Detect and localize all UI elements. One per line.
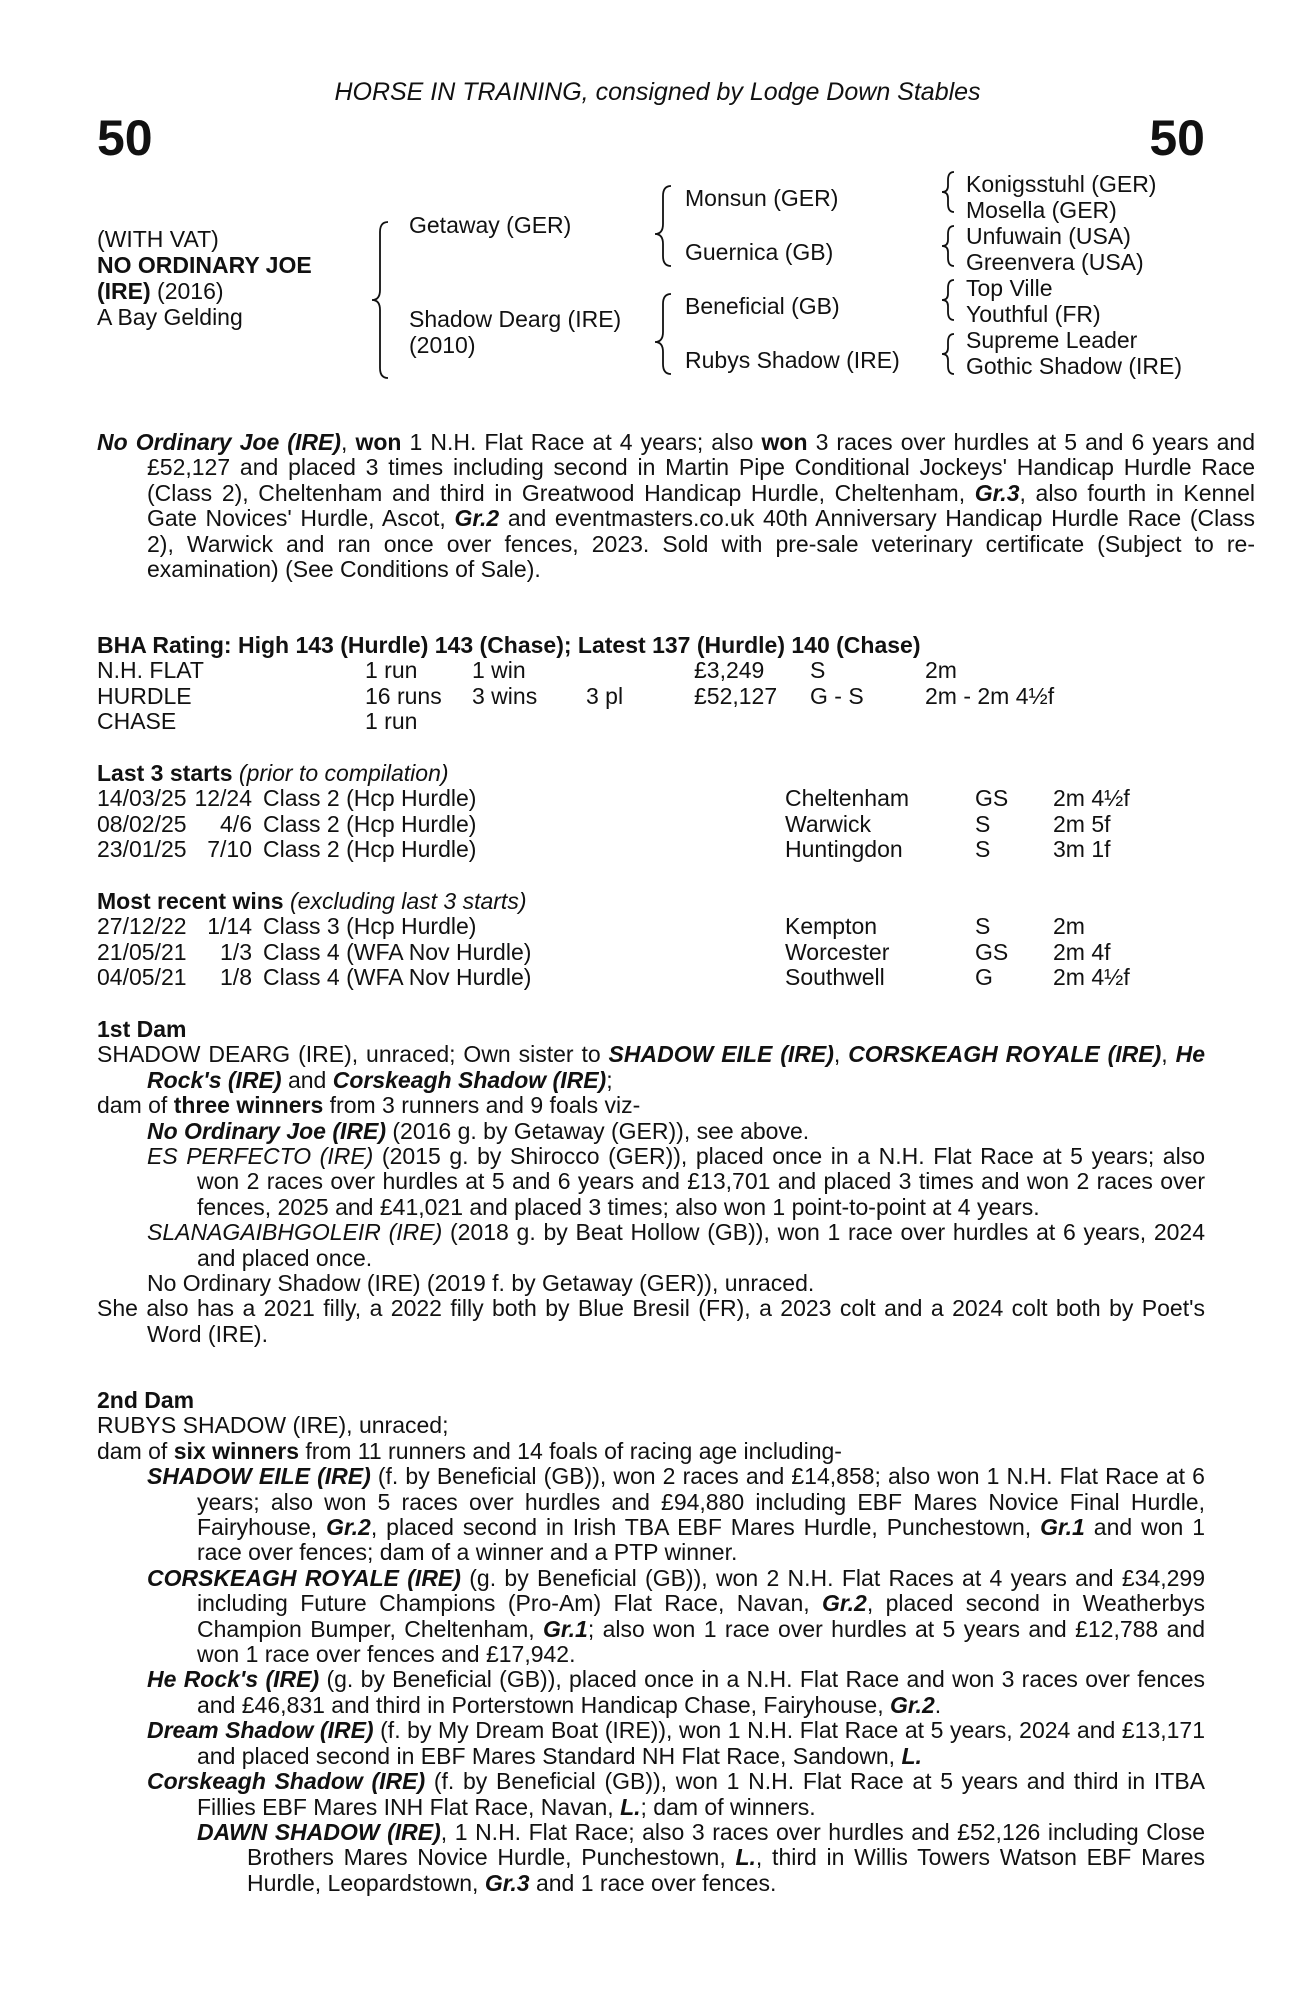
dam-text: , — [1161, 1041, 1176, 1068]
foaling-year: (2016) — [150, 278, 224, 304]
progeny-text: (f. by Beneficial (GB)), won 1 N.H. Flat Race at 5 years and third in ITBA Fillies EBF Mares INH Flat Race, Navan, — [197, 1768, 1206, 1820]
bha-rating-heading: BHA Rating: High 143 (Hurdle) 143 (Chase); Latest 137 (Hurdle) 140 (Chase) — [97, 632, 921, 658]
horse-name: NO ORDINARY JOE — [97, 252, 312, 278]
start-going: GS — [975, 785, 1009, 812]
table-row — [97, 940, 1130, 965]
progeny-text: (f. by My Dream Boat (IRE)), won 1 N.H. Flat Race at 5 years, 2024 and £13,171 and placed second in EBF Mares Standard NH Flat Race, Sandown, — [197, 1717, 1205, 1769]
first-dam-section — [97, 1017, 1205, 1347]
rating-going: G - S — [810, 682, 864, 709]
start-class: Class 2 (Hcp Hurdle) — [263, 810, 477, 837]
first-dam-summary — [97, 1093, 1205, 1118]
progeny-text: ; dam of winners. — [640, 1793, 816, 1820]
win-position: 1/3 — [220, 938, 252, 965]
start-position: 4/6 — [220, 810, 252, 837]
rating-placed — [586, 709, 694, 734]
grade-label: Gr.2 — [454, 505, 500, 532]
produce-entry: No Ordinary Shadow (IRE) (2019 f. by Getaway (GER)), unraced. — [147, 1270, 815, 1297]
rating-prize: £52,127 — [694, 682, 778, 709]
dam-text: SHADOW DEARG (IRE), unraced; Own sister to — [97, 1041, 609, 1068]
produce-text: (2015 g. by Shirocco (GER)), placed once in a N.H. Flat Race at 5 years; also won 2 races over hurdles at 5 and 6 years and £13,701 and placed 3 times and won 2 races over fences, 2025 and £41,021 and placed 3 times; also won 1 point-to-point at 4 years. — [197, 1143, 1205, 1220]
progeny-text: ; also won 1 race over hurdles at 5 years and £12,788 and won 1 race over fences and £17,942. — [197, 1615, 1205, 1668]
progeny-name: Corskeagh Shadow (IRE) — [147, 1768, 426, 1795]
win-date: 21/05/21 — [97, 938, 187, 965]
bha-rating-section — [97, 633, 1205, 735]
pedigree-sds: Unfuwain (USA) — [966, 223, 1131, 249]
progeny-entry — [97, 1820, 1205, 1896]
pedigree-dam-sire: Beneficial (GB) — [685, 293, 840, 319]
grade-label: Gr.1 — [543, 1615, 588, 1642]
start-distance: 2m 4½f — [1053, 785, 1130, 812]
dam-text: from 11 runners and 14 foals of racing age including- — [299, 1437, 842, 1464]
sibling-name: CORSKEAGH ROYALE (IRE) — [848, 1041, 1162, 1068]
rating-prize: £3,249 — [694, 657, 765, 684]
winners-count: three winners — [173, 1092, 324, 1119]
progeny-entry — [97, 1769, 1205, 1820]
table-row — [97, 914, 1130, 939]
table-row — [97, 684, 1054, 709]
lot-number-right: 50 — [1149, 110, 1205, 166]
grade-label: L. — [735, 1844, 756, 1871]
pedigree-dam-name: Shadow Dearg (IRE) — [409, 306, 622, 332]
table-row — [97, 709, 1054, 734]
pedigree-sire: Getaway (GER) — [409, 212, 572, 238]
sibling-name: Corskeagh Shadow (IRE) — [332, 1066, 607, 1093]
win-class: Class 4 (WFA Nov Hurdle) — [263, 938, 532, 965]
grade-label: Gr.2 — [889, 1691, 935, 1718]
win-position: 1/14 — [207, 913, 252, 940]
table-row — [97, 812, 1130, 837]
start-class: Class 2 (Hcp Hurdle) — [263, 836, 477, 863]
first-dam-also: She also has a 2021 filly, a 2022 filly both by Blue Bresil (FR), a 2023 colt and a 2024 colt both by Poet's Word (IRE). — [97, 1295, 1205, 1347]
rating-placed: 3 pl — [586, 682, 624, 709]
summary-won: won — [355, 429, 402, 455]
progeny-name: SHADOW EILE (IRE) — [147, 1463, 371, 1490]
win-going: GS — [975, 938, 1009, 965]
progeny-text: , third in Willis Towers Watson EBF Mares Hurdle, Leopardstown, — [247, 1844, 1205, 1896]
rating-distance: 2m — [925, 657, 957, 684]
pedigree-sdd: Greenvera (USA) — [966, 249, 1144, 275]
second-dam-intro: RUBYS SHADOW (IRE), unraced; — [97, 1412, 449, 1439]
pedigree-sss: Konigsstuhl (GER) — [966, 171, 1157, 197]
win-course: Worcester — [785, 938, 890, 965]
dam-text: from 3 runners and 9 foals viz- — [323, 1092, 641, 1119]
rating-distance — [925, 709, 1054, 734]
progeny-text: and won 1 race over fences; dam of a winner and a PTP winner. — [197, 1514, 1205, 1566]
table-row — [97, 658, 1054, 683]
progeny-entry — [97, 1464, 1205, 1566]
recent-heading: Most recent wins — [97, 888, 284, 914]
pedigree-dam — [409, 306, 621, 358]
produce-name: ES PERFECTO (IRE) — [147, 1143, 374, 1170]
table-row — [97, 965, 1130, 990]
start-date: 08/02/25 — [97, 810, 187, 837]
progeny-name: He Rock's (IRE) — [147, 1666, 320, 1693]
rating-wins — [472, 709, 586, 734]
consignment-header: HORSE IN TRAINING, consigned by Lodge Down Stables — [334, 78, 981, 106]
start-course: Cheltenham — [785, 785, 910, 812]
rating-prize — [694, 709, 810, 734]
pedigree-dam-year: (2010) — [409, 332, 476, 358]
start-course: Huntingdon — [785, 836, 903, 863]
progeny-text: (g. by Beneficial (GB)), won 2 N.H. Flat Races at 4 years and £34,299 including Future Champions (Pro-Am) Flat Race, Navan, — [197, 1564, 1205, 1617]
win-date: 04/05/21 — [97, 964, 187, 991]
rating-runs: 1 run — [365, 708, 418, 735]
progeny-name: Dream Shadow (IRE) — [147, 1717, 374, 1744]
progeny-text: (g. by Beneficial (GB)), placed once in a N.H. Flat Race and won 3 races over fences and £46,831 and third in Porterstown Handicap Chase, Fairyhouse, — [197, 1666, 1206, 1718]
rating-wins: 3 wins — [472, 682, 538, 709]
progeny-name: DAWN SHADOW (IRE) — [197, 1818, 441, 1845]
second-dam-section — [97, 1388, 1205, 1896]
start-going: S — [975, 836, 991, 863]
rating-distance: 2m - 2m 4½f — [925, 682, 1055, 709]
win-going: G — [975, 964, 993, 991]
summary-text: and eventmasters.co.uk 40th Anniversary Handicap Hurdle Race (Class 2), Warwick and ran once over fences, 2023. Sold with pre-sale veterinary certificate (Subject to re-examination) (See Conditions of Sale). — [147, 505, 1255, 583]
start-class: Class 2 (Hcp Hurdle) — [263, 785, 477, 812]
rating-wins: 1 win — [472, 657, 526, 684]
grade-label: Gr.1 — [1040, 1514, 1085, 1541]
grade-label: L. — [901, 1742, 922, 1769]
win-distance: 2m — [1053, 913, 1085, 940]
table-row — [97, 786, 1130, 811]
progeny-text: , 1 N.H. Flat Race; also 3 races over hurdles and £52,126 including Close Brothers Mares Novice Hurdle, Punchestown, — [247, 1818, 1205, 1871]
rating-placed — [586, 658, 694, 683]
race-summary: No Ordinary Joe (IRE), won 1 N.H. Flat Race at 4 years; also won 3 races over hurdles at 5 and 6 years and £52,127 and placed 3 times including second in Martin Pipe Conditional Jockeys' Handicap Hurdle Race (Class 2), Cheltenham and third in Greatwood Handicap Hurdle, Cheltenham, Gr.3, also fourth in Kennel Gate Novices' Hurdle, Ascot, Gr.2 and eventmasters.co.uk 40th Anniversary Handicap Hurdle Race (Class 2), Warwick and ran once over fences, 2023. Sold with pre-sale veterinary certificate (Subject to re-examination) (See Conditions of Sale). — [97, 429, 1256, 583]
win-going: S — [975, 913, 991, 940]
lot-number-left: 50 — [97, 110, 153, 166]
progeny-text: (f. by Beneficial (GB)), won 2 races and £14,858; also won 1 N.H. Flat Race at 6 years; also won 5 races over hurdles and £94,880 including EBF Mares Novice Final Hurdle, Fairyhouse, — [197, 1463, 1205, 1541]
start-going: S — [975, 810, 991, 837]
recent-note: (excluding last 3 starts) — [283, 888, 527, 914]
winners-count: six winners — [173, 1437, 299, 1464]
progeny-text: , placed second in Irish TBA EBF Mares Hurdle, Punchestown, — [370, 1514, 1041, 1541]
pedigree-dss: Top Ville — [966, 275, 1053, 301]
horse-name-suffix: (IRE) — [97, 278, 151, 304]
recent-table — [97, 914, 1130, 990]
last3-note: (prior to compilation) — [232, 760, 449, 786]
rating-type: CHASE — [97, 708, 177, 735]
pedigree-gen4 — [966, 171, 1182, 379]
summary-horse-name: No Ordinary Joe (IRE) — [97, 429, 341, 455]
summary-won: won — [761, 429, 808, 455]
dam-text: , — [833, 1041, 849, 1068]
produce-name: No Ordinary Joe (IRE) — [147, 1117, 386, 1144]
rating-runs: 16 runs — [365, 682, 442, 709]
produce-text: (2018 g. by Beat Hollow (GB)), won 1 race over hurdles at 6 years, 2024 and placed once. — [197, 1219, 1205, 1271]
first-dam-heading: 1st Dam — [97, 1016, 187, 1042]
start-date: 23/01/25 — [97, 836, 187, 863]
pedigree-sire-sire: Monsun (GER) — [685, 185, 839, 211]
produce-entry — [97, 1119, 1205, 1144]
dam-text: ; — [606, 1066, 613, 1093]
start-position: 12/24 — [194, 785, 252, 812]
win-position: 1/8 — [220, 964, 252, 991]
last3-table — [97, 786, 1130, 862]
rating-type: N.H. FLAT — [97, 657, 204, 684]
produce-text: (2016 g. by Getaway (GER)), see above. — [385, 1117, 810, 1144]
win-date: 27/12/22 — [97, 913, 187, 940]
second-dam-summary — [97, 1439, 1205, 1464]
last3-heading: Last 3 starts — [97, 760, 233, 786]
progeny-text: and 1 race over fences. — [529, 1869, 777, 1896]
progeny-name: CORSKEAGH ROYALE (IRE) — [147, 1564, 461, 1591]
pedigree-sire-dam: Guernica (GB) — [685, 239, 834, 265]
produce-entry — [97, 1220, 1205, 1271]
win-course: Kempton — [785, 913, 878, 940]
produce-name: SLANAGAIBHGOLEIR (IRE) — [147, 1219, 443, 1246]
sibling-name: SHADOW EILE (IRE) — [608, 1041, 834, 1068]
first-dam-intro — [97, 1042, 1205, 1093]
start-distance: 3m 1f — [1053, 836, 1111, 863]
progeny-text: . — [934, 1691, 942, 1718]
dam-text: dam of — [97, 1437, 174, 1464]
start-distance: 2m 5f — [1053, 810, 1111, 837]
start-course: Warwick — [785, 810, 872, 837]
pedigree-ddd: Gothic Shadow (IRE) — [966, 353, 1183, 379]
grade-label: Gr.3 — [484, 1869, 530, 1896]
pedigree-dam-dam: Rubys Shadow (IRE) — [685, 347, 900, 373]
grade-label: Gr.2 — [326, 1514, 371, 1541]
start-position: 7/10 — [207, 836, 252, 863]
grade-label: Gr.3 — [974, 479, 1020, 506]
win-distance: 2m 4½f — [1053, 964, 1130, 991]
rating-runs: 1 run — [365, 657, 418, 684]
progeny-text: , placed second in Weatherbys Champion Bumper, Cheltenham, — [197, 1590, 1205, 1642]
summary-text: 3 races over hurdles at 5 and 6 years and £52,127 and placed 3 times including second in Martin Pipe Conditional Jockeys' Handicap Hurdle Race (Class 2), Cheltenham and third in Greatwood Handicap Hurdle, Cheltenham, — [147, 429, 1256, 506]
rating-going: S — [810, 657, 826, 684]
win-distance: 2m 4f — [1053, 938, 1111, 965]
win-class: Class 4 (WFA Nov Hurdle) — [263, 964, 532, 991]
win-class: Class 3 (Hcp Hurdle) — [263, 913, 477, 940]
win-course: Southwell — [785, 964, 885, 991]
table-row — [97, 837, 1130, 862]
sibling-name: He Rock's (IRE) — [147, 1041, 1205, 1093]
pedigree-dds: Supreme Leader — [966, 327, 1138, 353]
grade-label: Gr.2 — [822, 1590, 867, 1617]
produce-entry — [97, 1144, 1205, 1220]
summary-text: 1 N.H. Flat Race at 4 years; also — [401, 429, 762, 455]
pedigree-ssd: Mosella (GER) — [966, 197, 1117, 223]
rating-going — [810, 709, 925, 734]
vat-label: (WITH VAT) — [97, 226, 219, 252]
grade-label: L. — [620, 1793, 641, 1820]
progeny-entry — [97, 1718, 1205, 1769]
progeny-entry — [97, 1667, 1205, 1718]
start-date: 14/03/25 — [97, 785, 187, 812]
recent-wins-section — [97, 889, 1205, 991]
progeny-entry — [97, 1566, 1205, 1668]
second-dam-heading: 2nd Dam — [97, 1387, 195, 1413]
rating-type: HURDLE — [97, 682, 192, 709]
pedigree-dsd: Youthful (FR) — [966, 301, 1101, 327]
summary-text: , also fourth in Kennel Gate Novices' Hurdle, Ascot, — [147, 479, 1255, 532]
dam-text: dam of — [97, 1092, 174, 1119]
dam-text: and — [281, 1066, 333, 1093]
last-3-starts-section — [97, 761, 1205, 863]
horse-description: A Bay Gelding — [97, 304, 243, 330]
rating-table — [97, 658, 1054, 734]
